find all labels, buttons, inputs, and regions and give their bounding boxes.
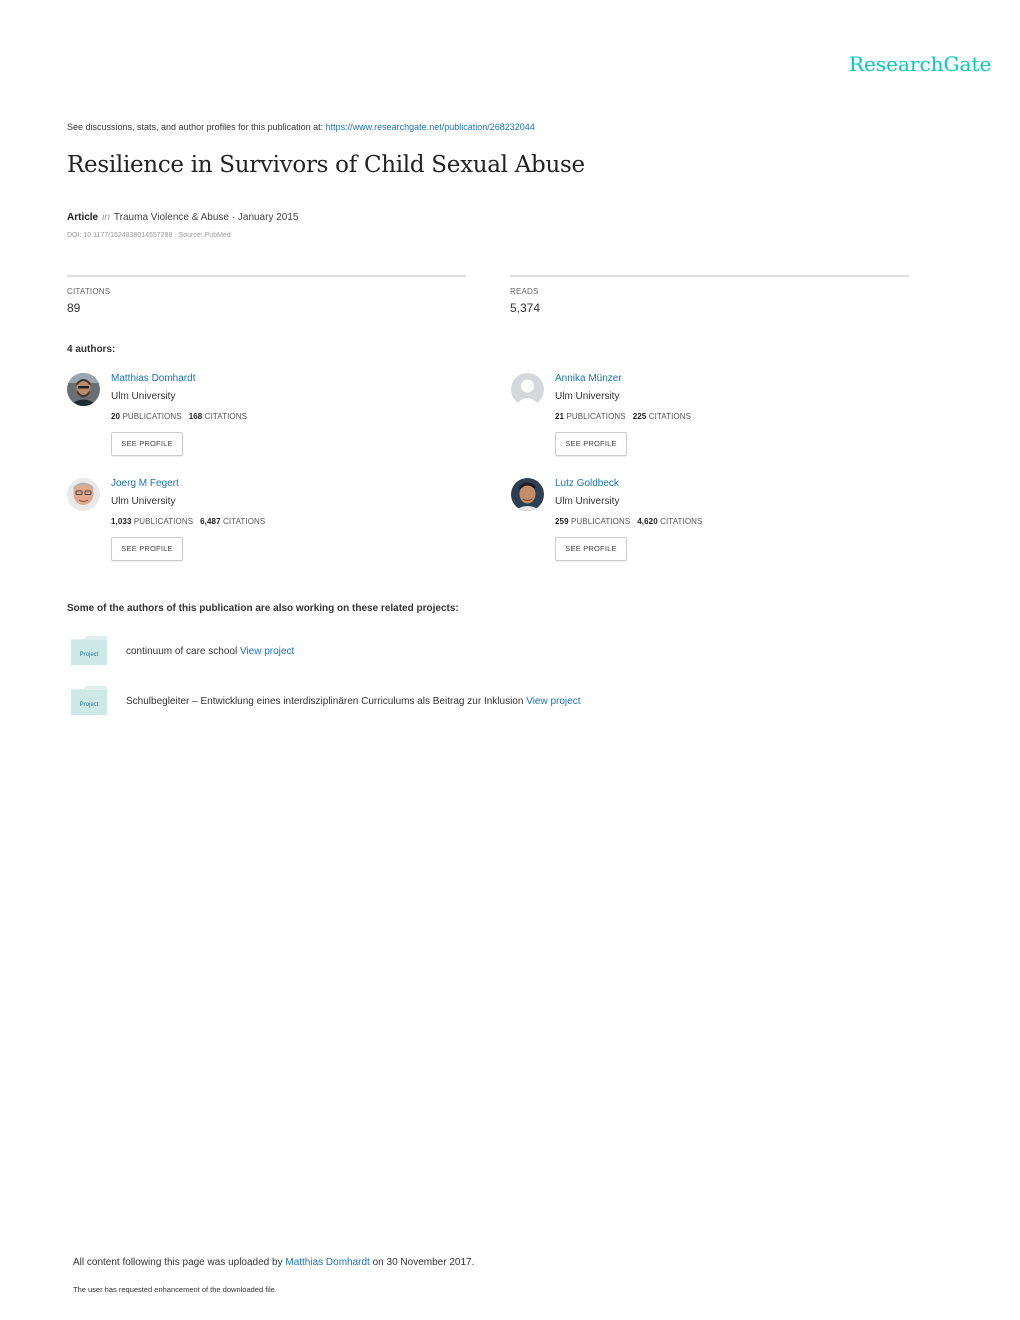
in-word: in: [102, 212, 110, 223]
discussion-text: See discussions, stats, and author profiles for this publication at:: [67, 122, 326, 132]
author-card: [511, 478, 911, 578]
author-institution: Ulm University: [111, 496, 176, 507]
publication-url-link[interactable]: https://www.researchgate.net/publication/268232044: [325, 122, 535, 132]
publications-label: PUBLICATIONS: [122, 412, 182, 421]
project-folder-label: Project: [79, 702, 99, 708]
upload-prefix: All content following this page was uploaded by: [73, 1257, 286, 1268]
upload-note: [73, 1257, 474, 1268]
author-card: [67, 373, 467, 473]
citations-value: 89: [67, 301, 81, 315]
publications-count: 21: [555, 412, 565, 421]
author-name-link[interactable]: Lutz Goldbeck: [555, 478, 619, 489]
author-institution: Ulm University: [555, 496, 620, 507]
reads-value: 5,374: [510, 301, 541, 315]
see-profile-button[interactable]: SEE PROFILE: [111, 537, 183, 561]
author-counts: [555, 517, 703, 526]
author-counts: [111, 517, 265, 526]
citations-label: CITATIONS: [660, 517, 703, 526]
researchgate-logo[interactable]: ResearchGate: [849, 52, 992, 76]
project-folder-icon: [70, 686, 108, 716]
citations-count: 168: [188, 412, 203, 421]
authors-label: 4 authors:: [67, 344, 116, 355]
author-avatar[interactable]: [511, 373, 544, 406]
publications-count: 20: [111, 412, 121, 421]
citations-count: 6,487: [200, 517, 221, 526]
enhancement-note: The user has requested enhancement of the downloaded file.: [73, 1285, 277, 1294]
discussion-line: [67, 122, 535, 132]
uploader-link[interactable]: Matthias Domhardt: [285, 1257, 370, 1268]
publications-label: PUBLICATIONS: [570, 517, 631, 526]
see-profile-button[interactable]: SEE PROFILE: [555, 432, 627, 456]
author-avatar[interactable]: [511, 478, 544, 511]
view-project-link[interactable]: View project: [526, 696, 581, 707]
see-profile-button[interactable]: SEE PROFILE: [111, 432, 183, 456]
author-avatar[interactable]: [67, 373, 100, 406]
project-title: Schulbegleiter – Entwicklung eines interdisziplinären Curriculums als Beitrag zur Inklusion: [126, 696, 524, 707]
author-name-link[interactable]: Annika Münzer: [555, 373, 622, 384]
see-profile-button[interactable]: SEE PROFILE: [555, 537, 627, 561]
project-folder-label: Project: [79, 652, 99, 658]
journal-date: Trauma Violence & Abuse · January 2015: [113, 212, 299, 223]
author-counts: [111, 412, 247, 421]
project-item: [70, 686, 770, 718]
reads-label: READS: [510, 287, 539, 296]
author-name-link[interactable]: Matthias Domhardt: [111, 373, 196, 384]
citations-count: 225: [632, 412, 647, 421]
reads-stat: [510, 275, 909, 315]
project-title: continuum of care school: [126, 646, 238, 657]
citations-count: 4,620: [637, 517, 658, 526]
project-text: [126, 696, 581, 707]
author-card: [67, 478, 467, 578]
publications-count: 259: [555, 517, 569, 526]
project-text: [126, 646, 294, 657]
publications-label: PUBLICATIONS: [133, 517, 194, 526]
publication-type: Article: [67, 212, 99, 223]
publication-title: Resilience in Survivors of Child Sexual Abuse: [67, 152, 585, 178]
publications-label: PUBLICATIONS: [566, 412, 626, 421]
upload-suffix: on 30 November 2017.: [369, 1257, 475, 1268]
citations-label: CITATIONS: [648, 412, 692, 421]
view-project-link[interactable]: View project: [239, 646, 295, 657]
project-item: [70, 636, 770, 668]
related-projects-label: Some of the authors of this publication are also working on these related projects:: [67, 603, 459, 614]
author-avatar[interactable]: [67, 478, 100, 511]
author-name-link[interactable]: Joerg M Fegert: [111, 478, 179, 489]
citations-stat: [67, 275, 466, 315]
citations-label: CITATIONS: [67, 287, 111, 296]
author-institution: Ulm University: [111, 391, 176, 402]
author-counts: [555, 412, 691, 421]
author-card: [511, 373, 911, 473]
publication-meta: [67, 212, 298, 223]
doi-line: DOI: 10.1177/1524838014557288 · Source: PubMed: [67, 232, 231, 239]
author-institution: Ulm University: [555, 391, 620, 402]
citations-label: CITATIONS: [222, 517, 266, 526]
publications-count: 1,033: [111, 517, 132, 526]
project-folder-icon: [70, 636, 108, 666]
citations-label: CITATIONS: [204, 412, 248, 421]
